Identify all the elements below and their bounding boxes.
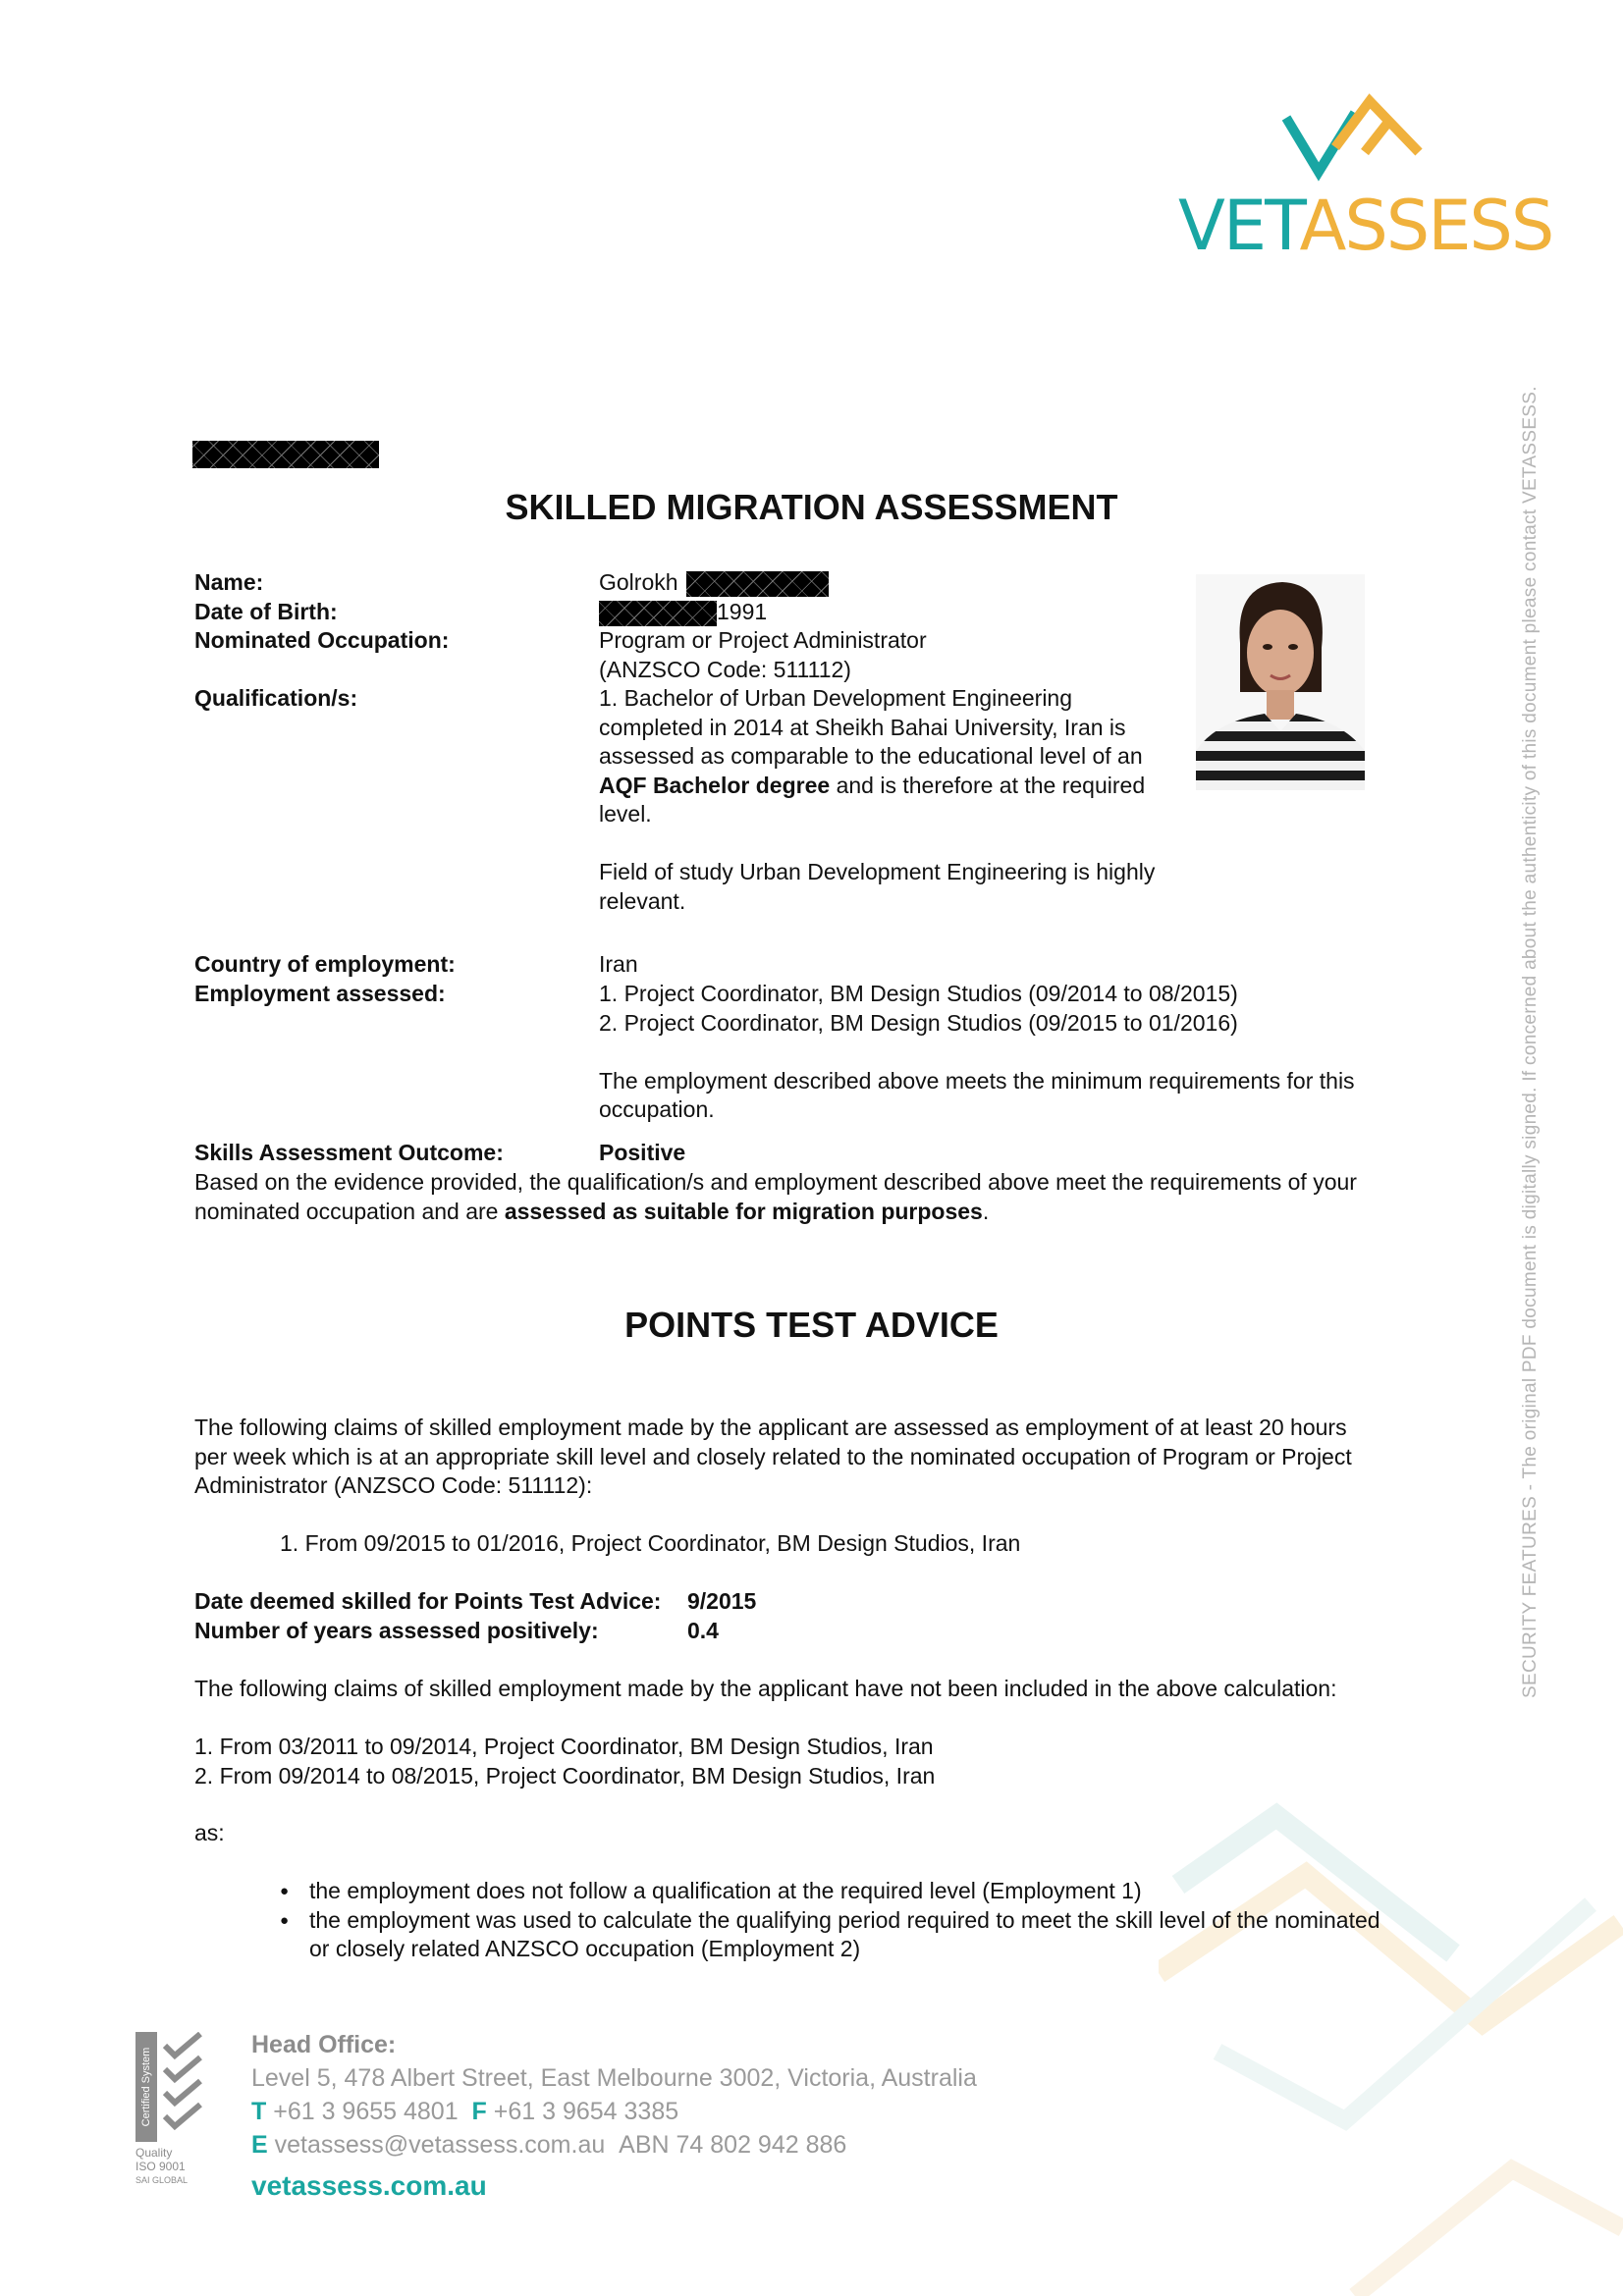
- footer-abn: ABN 74 802 942 886: [619, 2131, 847, 2159]
- footer-fax: +61 3 9654 3385: [493, 2098, 679, 2125]
- footer-address: Level 5, 478 Albert Street, East Melbourne 3002, Victoria, Australia: [251, 2064, 977, 2092]
- excluded-intro: The following claims of skilled employment made by the applicant have not been included in the above calculation:: [194, 1676, 1337, 1701]
- footer-website[interactable]: vetassess.com.au: [251, 2170, 487, 2201]
- date-deemed-value: 9/2015: [687, 1588, 757, 1614]
- excluded-item: 1. From 03/2011 to 09/2014, Project Coordinator, BM Design Studios, Iran: [194, 1734, 934, 1759]
- reason-text: the employment was used to calculate the qualifying period required to meet the skill level of the nominated: [309, 1906, 1380, 1933]
- points-intro-line: Administrator (ANZSCO Code: 511112):: [194, 1472, 593, 1498]
- outcome-line: Based on the evidence provided, the qualification/s and employment described above meet the requirements of your: [194, 1169, 1357, 1195]
- excluded-list: [194, 1733, 935, 1790]
- reason-item: [309, 1906, 1380, 1964]
- field-of-study-line: relevant.: [599, 887, 686, 914]
- outcome-label: Skills Assessment Outcome:: [194, 1140, 504, 1165]
- vetassess-logo: [1178, 93, 1553, 270]
- footer-phone: +61 3 9655 4801: [273, 2098, 459, 2125]
- head-office-label: Head Office:: [251, 2031, 397, 2058]
- qualification-line: [599, 772, 1155, 801]
- logo-text-vet: VET: [1178, 186, 1300, 266]
- years-value: 0.4: [687, 1618, 719, 1643]
- qualification-text: [599, 684, 1155, 916]
- excluded-item: 2. From 09/2014 to 08/2015, Project Coordinator, BM Design Studios, Iran: [194, 1762, 936, 1789]
- employment-item: 2. Project Coordinator, BM Design Studios (09/2015 to 01/2016): [599, 1009, 1238, 1036]
- outcome-text-bold: assessed as suitable for migration purposes: [504, 1198, 983, 1224]
- cert-vertical-text: Certified System: [140, 2047, 152, 2127]
- applicant-photo: [1196, 574, 1365, 790]
- country-label: Country of employment:: [194, 951, 456, 977]
- outcome-value: Positive: [599, 1140, 686, 1165]
- phone-label: T: [251, 2098, 267, 2125]
- outcome-text-post: .: [982, 1198, 990, 1224]
- field-of-study-line: Field of study Urban Development Engineering is highly: [599, 859, 1156, 884]
- points-heading: POINTS TEST ADVICE: [624, 1305, 999, 1345]
- redacted-dob: [599, 601, 717, 626]
- as-text: as:: [194, 1820, 225, 1845]
- watermark-chevrons: [1159, 1796, 1623, 2296]
- occupation-value: Program or Project Administrator: [599, 627, 927, 653]
- qualification-line-rest: and is therefore at the required: [830, 772, 1146, 798]
- cert-sai: SAI GLOBAL: [135, 2175, 189, 2185]
- points-intro-line: The following claims of skilled employment made by the applicant are assessed as employment of at least 20 hours: [194, 1415, 1347, 1440]
- employment-item: 1. Project Coordinator, BM Design Studios (09/2014 to 08/2015): [599, 981, 1238, 1006]
- name-label: Name:: [194, 569, 264, 595]
- qualification-line: level.: [599, 801, 652, 827]
- dob-value: 1991: [717, 599, 768, 624]
- reason-list: [309, 1877, 1380, 1964]
- email-label: E: [251, 2131, 268, 2159]
- reason-item: [309, 1877, 1380, 1906]
- fax-label: F: [471, 2098, 487, 2125]
- employment-note: occupation.: [599, 1096, 715, 1122]
- cert-quality: Quality: [135, 2146, 173, 2160]
- outcome-text-pre: nominated occupation and are: [194, 1198, 505, 1224]
- portrait-image: [1196, 574, 1365, 790]
- security-features-strip: SECURITY FEATURES - The original PDF document is digitally signed. If concerned about the authenticity of this document please contact VETASSESS.: [1520, 386, 1541, 1698]
- page-title: SKILLED MIGRATION ASSESSMENT: [505, 487, 1118, 527]
- occupation-label: Nominated Occupation:: [194, 627, 450, 653]
- footer-phones: [251, 2095, 977, 2128]
- years-label: Number of years assessed positively:: [194, 1618, 599, 1643]
- dob-value-row: [599, 598, 767, 627]
- points-claim: 1. From 09/2015 to 01/2016, Project Coordinator, BM Design Studios, Iran: [280, 1530, 1021, 1556]
- date-deemed-label: Date deemed skilled for Points Test Advice:: [194, 1588, 662, 1614]
- footer-email-row: [251, 2128, 977, 2162]
- name-value-row: [599, 568, 829, 598]
- country-value: Iran: [599, 951, 638, 977]
- cert-iso: ISO 9001: [135, 2160, 186, 2173]
- certification-badge: [135, 2032, 214, 2199]
- employment-label: Employment assessed:: [194, 981, 446, 1006]
- footer-contact: [251, 2028, 977, 2203]
- footer-email[interactable]: vetassess@vetassess.com.au: [274, 2131, 606, 2159]
- reason-text: the employment does not follow a qualification at the required level (Employment 1): [309, 1878, 1142, 1903]
- qualification-line: assessed as comparable to the educational level of an: [599, 743, 1143, 769]
- redacted-surname: [686, 571, 829, 597]
- redacted-reference: [192, 441, 379, 468]
- dob-label: Date of Birth:: [194, 599, 338, 624]
- qualification-line: completed in 2014 at Sheikh Bahai University, Iran is: [599, 714, 1126, 740]
- occupation-code: (ANZSCO Code: 511112): [599, 657, 851, 682]
- points-intro: [194, 1414, 1352, 1501]
- reason-text: or closely related ANZSCO occupation (Employment 2): [309, 1936, 861, 1961]
- qualification-label: Qualification/s:: [194, 685, 358, 711]
- points-intro-line: per week which is at an appropriate skill level and closely related to the nominated occupation of Program or Project: [194, 1443, 1352, 1469]
- name-value: Golrokh: [599, 569, 678, 595]
- outcome-text: [194, 1168, 1357, 1226]
- qualification-line: 1. Bachelor of Urban Development Engineering: [599, 685, 1073, 711]
- logo-mark-icon: [1281, 93, 1429, 191]
- checkmarks-icon: [161, 2032, 210, 2142]
- aqf-level: AQF Bachelor degree: [599, 772, 831, 798]
- outcome-line: [194, 1198, 1357, 1227]
- logo-text-assess: ASSESS: [1299, 186, 1553, 266]
- employment-note: The employment described above meets the minimum requirements for this: [599, 1067, 1355, 1094]
- employment-list: [599, 980, 1355, 1125]
